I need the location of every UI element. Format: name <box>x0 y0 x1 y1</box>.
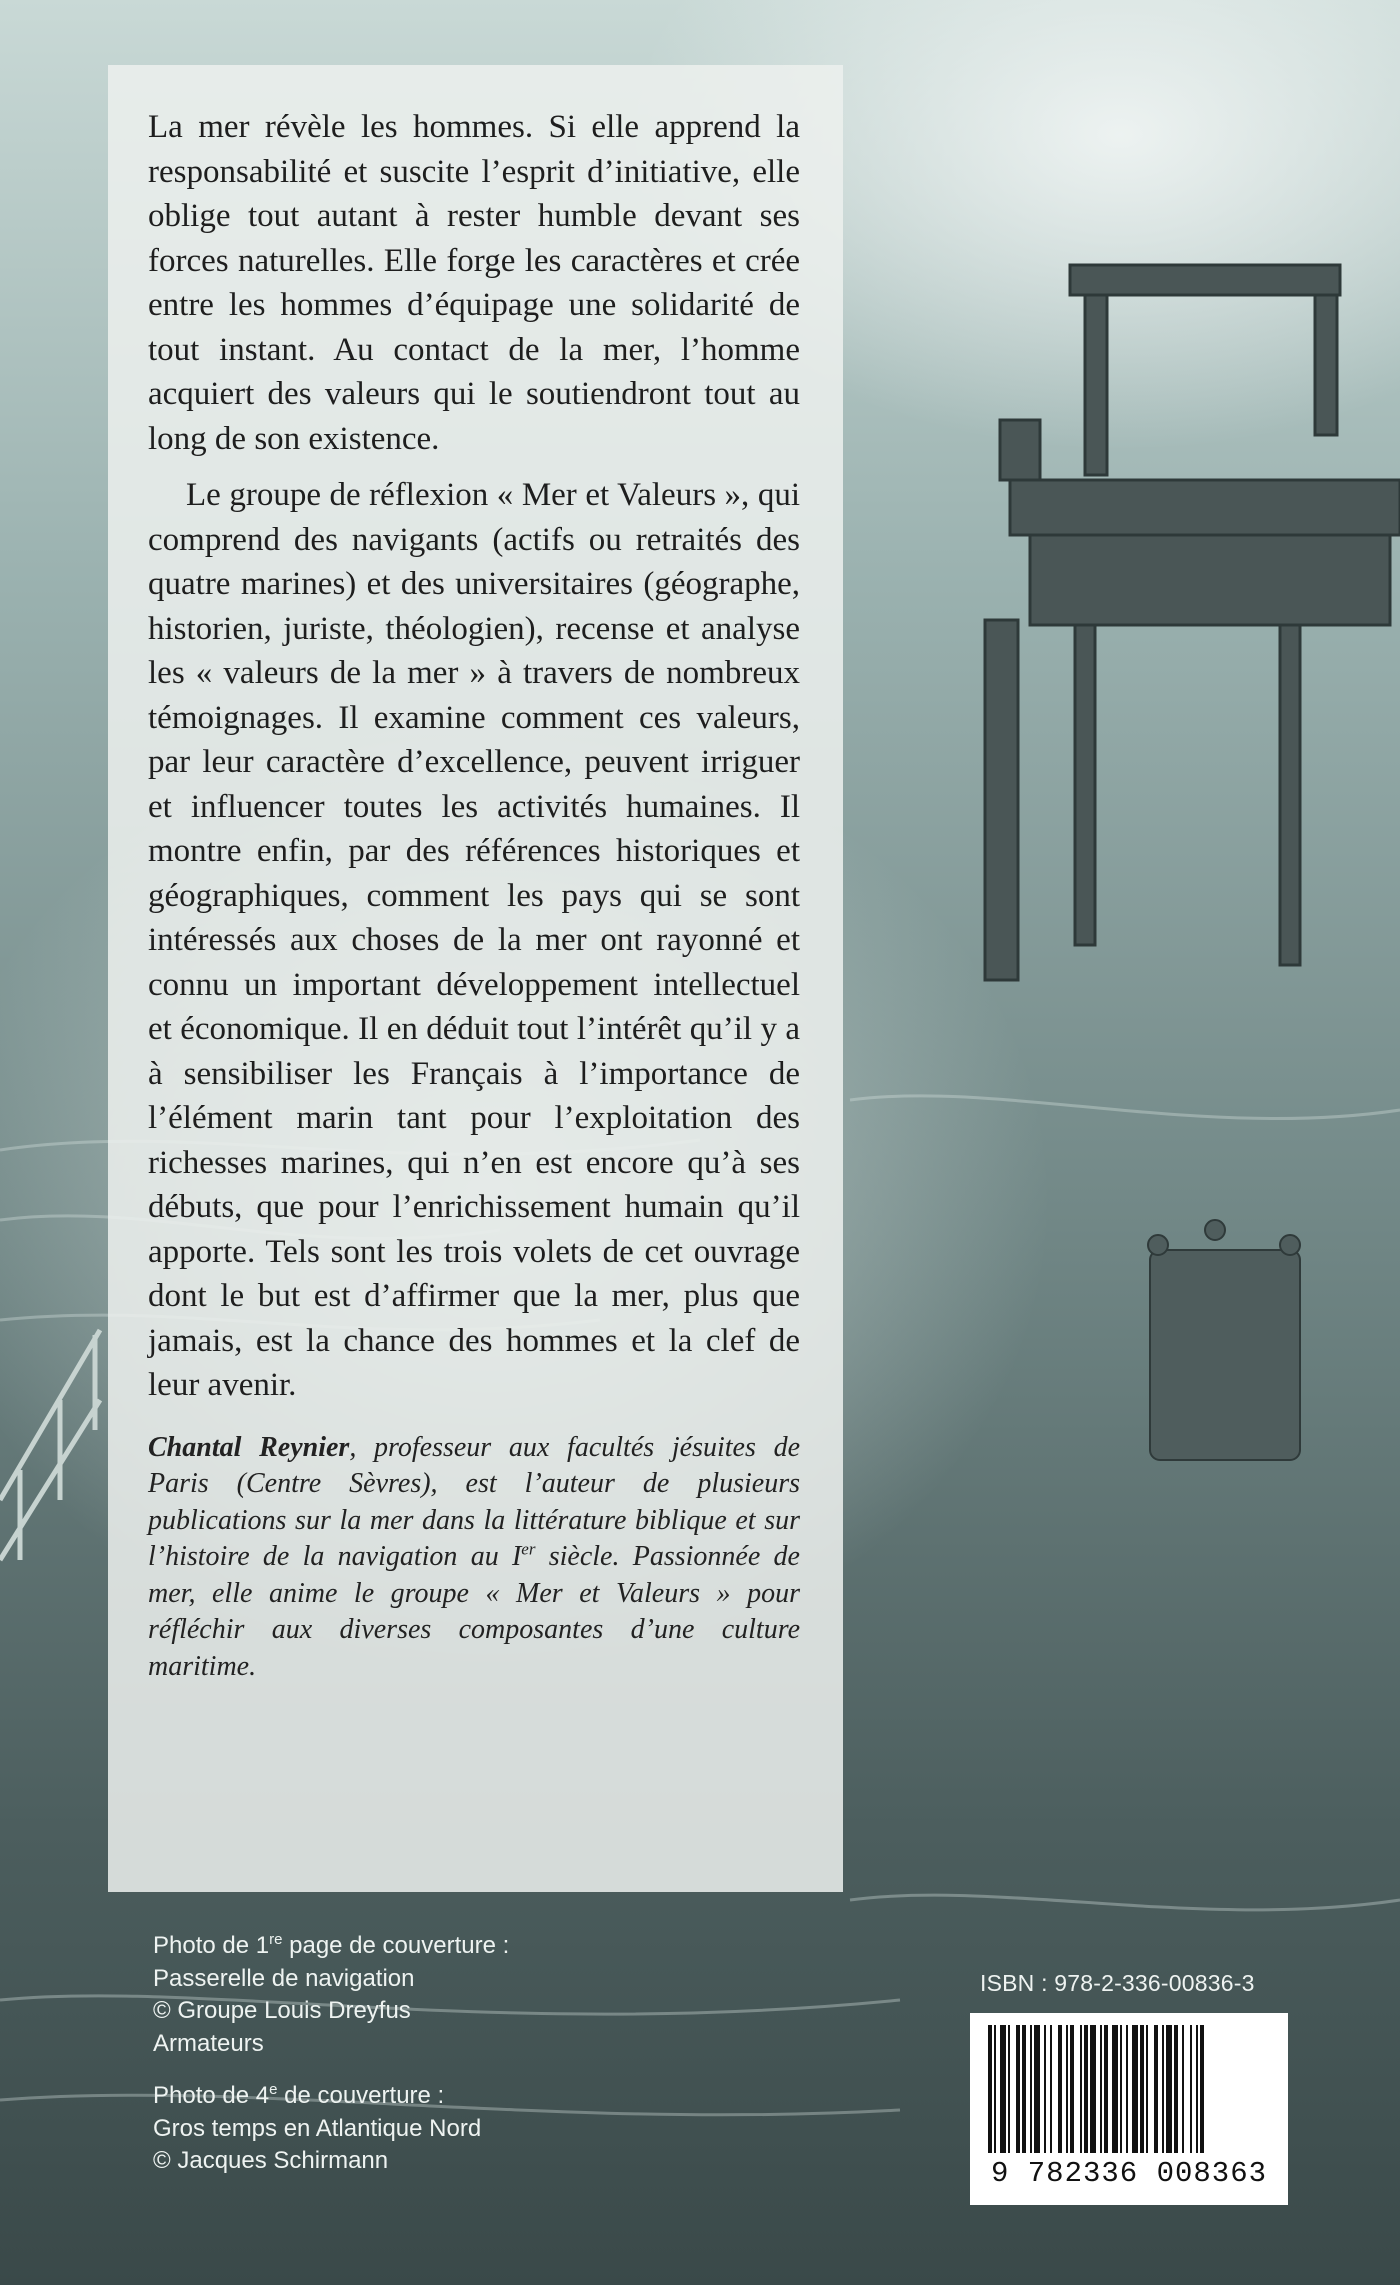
barcode-bar <box>1166 2025 1172 2153</box>
barcode-bar <box>1090 2025 1096 2153</box>
barcode-bar <box>1058 2025 1062 2153</box>
author-bio <box>148 1430 800 1686</box>
century-numeral: I <box>511 1541 522 1572</box>
barcode-bar <box>1104 2025 1108 2153</box>
back-cover-credit <box>153 2080 509 2178</box>
barcode-bar <box>1196 2025 1198 2153</box>
front-credit-suffix: page de couverture : <box>282 1932 510 1959</box>
front-credit-line: Passerelle de navigation <box>153 1964 415 1992</box>
front-credit-sup: re <box>269 1931 283 1948</box>
barcode-bar <box>1070 2025 1074 2153</box>
back-credit-sup: e <box>269 2081 278 2098</box>
summary-text-panel <box>108 65 843 1892</box>
barcode-bar <box>1030 2025 1032 2153</box>
back-credit-line: © Jacques Schirmann <box>153 2147 389 2174</box>
front-cover-credit <box>153 1930 509 2060</box>
barcode-bar <box>1190 2025 1192 2153</box>
barcode-bar <box>1066 2025 1068 2153</box>
barcode-bar <box>1132 2025 1138 2153</box>
barcode-bar <box>988 2025 992 2153</box>
barcode-bar <box>1080 2025 1082 2153</box>
author-bio-text-end: siècle. Passionnée de mer, elle anime le groupe « Mer et Valeurs » pour réfléchir aux diverses composantes d’une culture maritime. <box>148 1541 800 1682</box>
summary-paragraph-1: La mer révèle les hommes. Si elle apprend la responsabilité et suscite l’esprit d’initiative, elle oblige tout autant à rester humble devant ses forces naturelles. Elle forge les caractères et crée entre les hommes d’équipage une solidarité de tout instant. Au contact de la mer, l’homme acquiert des valeurs qui le soutiendront tout au long de son existence. <box>148 109 800 457</box>
front-credit-heading <box>153 1930 509 1963</box>
barcode-bar <box>1162 2025 1164 2153</box>
barcode-bar <box>1200 2025 1204 2153</box>
barcode-bar <box>1034 2025 1040 2153</box>
photo-credits <box>153 1930 509 2178</box>
summary-paragraph-2: Le groupe de réflexion « Mer et Valeurs », qui comprend des navigants (actifs ou retraités des quatre marines) et des universitaires (géographe, historien, juriste, théologien), recense et analyse les « valeurs de la mer » à travers de nombreux témoignages. Il examine comment ces valeurs, par leur caractère d’excellence, peuvent irriguer et influencer toutes les activités humaines. Il montre enfin, par des références historiques et géographiques, comment les pays qui se sont intéressés aux choses de la mer ont rayonné et connu un important développement intellectuel et économique. Il en déduit tout l’intérêt qu’il y a à sensibiliser les Français à l’importance de l’élément marin tant pour l’exploitation des richesses marines, qui n’en est encore qu’à ses débuts, que pour l’enrichissement humain qu’il apporte. Tels sont les trois volets de cet ouvrage dont le but est d’affirmer que la mer, plus que jamais, est la chance des hommes et la clef de leur avenir. <box>148 477 800 1403</box>
barcode-bar <box>1154 2025 1158 2153</box>
barcode-bar <box>1112 2025 1118 2153</box>
barcode-bar <box>1174 2025 1178 2153</box>
isbn-label: ISBN : 978-2-336-00836-3 <box>980 1970 1255 1996</box>
barcode-bar <box>1050 2025 1052 2153</box>
barcode-bar <box>1182 2025 1184 2153</box>
buoy-structure <box>1148 1220 1300 1460</box>
barcode-bar <box>1146 2025 1148 2153</box>
barcode <box>970 2013 1288 2205</box>
barcode-bar <box>1000 2025 1006 2153</box>
barcode-bar <box>1016 2025 1020 2153</box>
barcode-bar <box>1022 2025 1026 2153</box>
barcode-bar <box>1120 2025 1122 2153</box>
barcode-bar <box>994 2025 996 2153</box>
barcode-bar <box>1084 2025 1088 2153</box>
barcode-number: 9 782336 008363 <box>990 2157 1268 2190</box>
author-bio-text: , professeur aux facultés jésuites de Paris (Centre Sèvres), est l’auteur de plusieurs publications sur la mer dans la littérature biblique et sur l’histoire de la navigation au <box>148 1431 800 1572</box>
barcode-bar <box>1044 2025 1046 2153</box>
century-sup: er <box>521 1539 536 1559</box>
barcode-bar <box>1008 2025 1010 2153</box>
author-name: Chantal Reynier <box>148 1431 350 1463</box>
back-credit-heading <box>153 2080 509 2113</box>
back-credit-prefix: Photo de 4 <box>153 2082 270 2109</box>
front-credit-prefix: Photo de 1 <box>153 1932 270 1959</box>
barcode-bar <box>1126 2025 1128 2153</box>
barcode-bar <box>1100 2025 1102 2153</box>
front-credit-line: © Groupe Louis Dreyfus <box>153 1997 411 2024</box>
front-credit-line: Armateurs <box>153 2029 264 2057</box>
back-credit-suffix: de couverture : <box>277 2082 445 2109</box>
barcode-bar <box>1140 2025 1144 2153</box>
back-credit-line: Gros temps en Atlantique Nord <box>153 2114 482 2142</box>
